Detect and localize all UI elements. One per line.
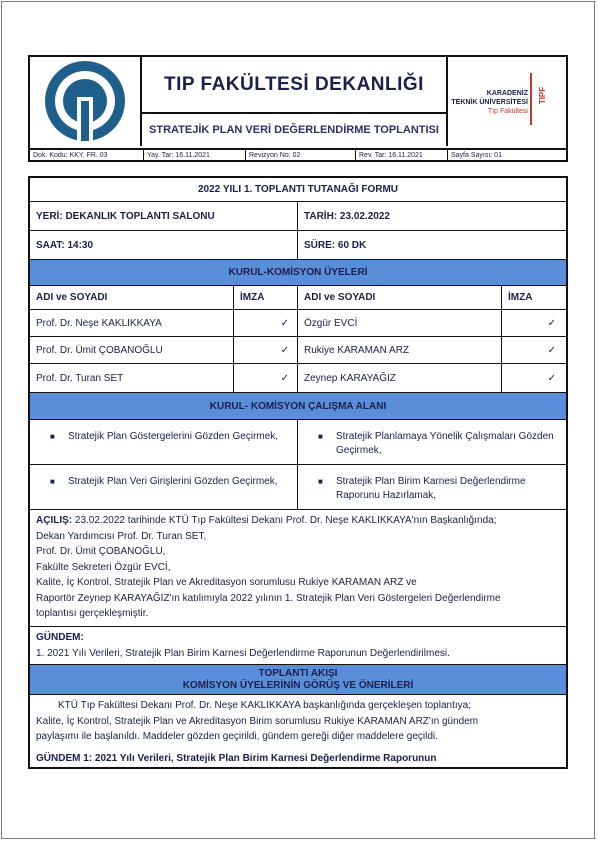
- bullet-icon: ■: [50, 477, 55, 486]
- member-name: Prof. Dr. Turan SET: [30, 364, 234, 392]
- logo-cell: [30, 57, 142, 146]
- meeting-flow-header-row: [30, 665, 566, 695]
- members-header-row: [30, 260, 566, 286]
- flow-header-line-1: TOPLANTI AKIŞI: [258, 667, 338, 679]
- document-meta-row: [30, 148, 566, 162]
- member-row: [30, 310, 566, 337]
- location-date-row: [30, 202, 566, 231]
- member-name: Zeynep KARAYAĞIZ: [298, 364, 502, 392]
- member-name: Prof. Dr. Neşe KAKLIKKAYA: [30, 310, 234, 336]
- university-line-1: KARADENİZ: [486, 90, 528, 97]
- form-title-row: [30, 178, 566, 202]
- university-line-2: TEKNİK ÜNİVERSİTESİ: [451, 99, 528, 106]
- meeting-duration: SÜRE: 60 DK: [304, 239, 367, 251]
- header-subtitle: STRATEJİK PLAN VERİ DEĞERLENDİRME TOPLANTISI: [149, 124, 439, 136]
- signature-check-icon: ✓: [547, 344, 556, 356]
- member-name: Prof. Dr. Ümit ÇOBANOĞLU: [30, 337, 234, 363]
- work-item: ■ Stratejik Planlamaya Yönelik Çalışmaları Gözden Geçirmek,: [298, 420, 566, 464]
- work-area-header: KURUL- KOMİSYON ÇALIŞMA ALANI: [209, 400, 387, 412]
- title-cell: [142, 57, 448, 146]
- signature-check-icon: ✓: [547, 317, 556, 329]
- member-name: Özgür EVCİ: [298, 310, 502, 336]
- meeting-time: SAAT: 14:30: [30, 231, 298, 259]
- flow-header-line-2: KOMİSYON ÜYELERİNİN GÖRÜŞ VE ÖNERİLERİ: [182, 679, 414, 691]
- revision-date: Rev. Tar: 16.11.2021: [356, 150, 448, 162]
- meeting-flow-text: KTÜ Tıp Fakültesi Dekanı Prof. Dr. Neşe KAKLIKKAYA başkanlığında gerçekleşen toplantıya; Kalite, İç Kontrol, Stratejik Plan ve Akreditasyon Birim sorumlusu Rukiye KARAMAN ARZ'ın gündem paylaşımı ile başlanıldı. Maddeler gözden geçirildi, gündem gereği diğer maddelere geçildi. GÜNDEM 1: 2021 Yılı Verileri, Stratejik Plan Birim Karnesi Değerlendirme Raporunun: [36, 698, 560, 766]
- bullet-icon: ■: [318, 477, 323, 486]
- signature-check-icon: ✓: [234, 364, 298, 392]
- meeting-flow-header: [30, 665, 566, 694]
- publish-date: Yay. Tar: 16.11.2021: [144, 150, 246, 162]
- time-duration-row: [30, 231, 566, 260]
- agenda-text: [36, 630, 560, 661]
- agenda-section: [30, 627, 566, 665]
- signature-check-icon: ✓: [234, 337, 298, 363]
- col-sign-right: İMZA: [508, 292, 533, 303]
- form-title: 2022 YILI 1. TOPLANTI TUTANAĞI FORMU: [197, 184, 399, 195]
- university-name: [451, 89, 528, 116]
- opening-label: AÇILIŞ:: [36, 515, 73, 526]
- signature-check-icon: ✓: [234, 310, 298, 336]
- meeting-date: TARİH: 23.02.2022: [304, 210, 390, 222]
- work-area-row: [30, 465, 566, 510]
- member-row: [30, 364, 566, 393]
- signature-check-icon: ✓: [547, 372, 556, 384]
- agenda-label: GÜNDEM:: [36, 632, 84, 643]
- header-title: TIP FAKÜLTESİ DEKANLIĞI: [142, 57, 446, 114]
- page-count: Sayfa Sayısı: 01: [451, 152, 502, 159]
- agenda-item: 1. 2021 Yılı Verileri, Stratejik Plan Birim Karnesi Değerlendirme Raporunun Değerlendirilmesi.: [36, 647, 450, 659]
- location: YERİ: DEKANLIK TOPLANTI SALONU: [30, 202, 298, 230]
- work-area-row: [30, 420, 566, 465]
- work-item: ■ Stratejik Plan Göstergelerini Gözden Geçirmek,: [30, 420, 298, 464]
- work-item: ■ Stratejik Plan Birim Karnesi Değerlendirme Raporunu Hazırlamak,: [298, 465, 566, 509]
- opening-section: [30, 510, 566, 627]
- tipf-label: TIPF: [538, 86, 548, 105]
- opening-text: AÇILIŞ: 23.02.2022 tarihinde KTÜ Tıp Fakültesi Dekanı Prof. Dr. Neşe KAKLIKKAYA'nın Başkanlığında; Dekan Yardımcısı Prof. Dr. Turan SET, Prof. Dr. Ümit ÇOBANOĞLU, Fakülte Sekreteri Özgür EVCİ, Kalite, İç Kontrol, Stratejik Plan ve Akreditasyon sorumlusu Rukiye KARAMAN ARZ ve Raportör Zeynep KARAYAĞIZ'ın katılımıyla 2022 yılının 1. Stratejik Plan Veri Göstergeleri Değerlendirme toplantısı gerçekleşmiştir.: [36, 515, 501, 619]
- revision-number: Revizyon No: 02: [246, 150, 356, 162]
- university-cell: [448, 57, 566, 146]
- work-area-header-row: [30, 393, 566, 420]
- ktu-logo-icon: [30, 57, 140, 146]
- members-column-header-row: [30, 286, 566, 310]
- bullet-icon: ■: [50, 432, 55, 441]
- col-sign-left: İMZA: [234, 286, 298, 309]
- col-name-right: ADI ve SOYADI: [298, 286, 502, 309]
- work-item: ■ Stratejik Plan Veri Girişlerini Gözden Geçirmek,: [30, 465, 298, 509]
- meeting-flow-section: [30, 695, 566, 767]
- document-header: [28, 55, 568, 162]
- doc-code: Dok. Kodu: KKY. FR. 03: [30, 150, 144, 162]
- bullet-icon: ■: [318, 432, 323, 441]
- meeting-minutes-form: [28, 176, 568, 769]
- faculty-name: Tıp Fakültesi: [487, 108, 528, 115]
- col-name-left: ADI ve SOYADI: [30, 286, 234, 309]
- member-name: Rukiye KARAMAN ARZ: [298, 337, 502, 363]
- agenda-1-title: GÜNDEM 1: 2021 Yılı Verileri, Stratejik Plan Birim Karnesi Değerlendirme Raporunun: [36, 752, 437, 764]
- members-header: KURUL-KOMİSYON ÜYELERİ: [228, 267, 368, 278]
- member-row: [30, 337, 566, 364]
- university-divider: [530, 73, 532, 125]
